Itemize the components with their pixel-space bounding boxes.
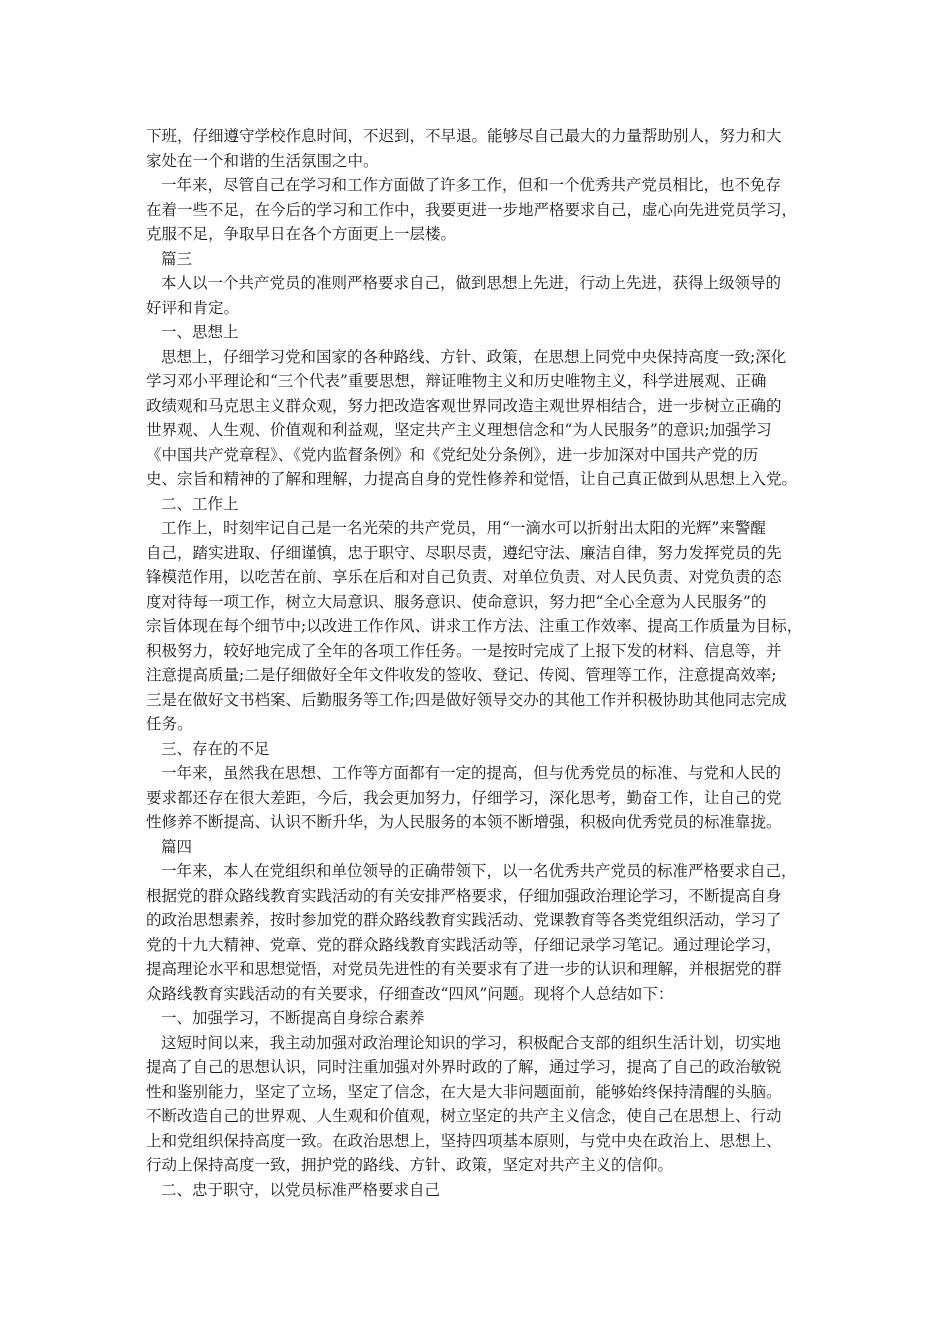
text-line: 提高了自己的思想认识，同时注重加强对外界时政的了解，通过学习，提高了自己的政治敏锐 xyxy=(146,1058,782,1076)
paragraph-start-line: 一年来，虽然我在思想、工作等方面都有一定的提高，但与优秀党员的标准、与党和人民的 xyxy=(161,764,782,782)
paragraph-start-line: 本人以一个共产党员的准则严格要求自己，做到思想上先进，行动上先进，获得上级领导的 xyxy=(161,274,782,292)
text-line: 锋模范作用，以吃苦在前、享乐在后和对自己负责、对单位负责、对人民负责、对党负责的态 xyxy=(146,568,782,586)
text-line: 不断改造自己的世界观、人生观和价值观，树立坚定的共产主义信念，使自己在思想上、行动 xyxy=(146,1107,782,1125)
text-line: 学习邓小平理论和“三个代表”重要思想，辩证唯物主义和历史唯物主义，科学进展观、正确 xyxy=(146,372,767,390)
paragraph-start-line: 一、思想上 xyxy=(161,323,239,341)
text-line: 自己，踏实进取、仔细谨慎，忠于职守、尽职尽责，遵纪守法、廉洁自律，努力发挥党员的先 xyxy=(146,543,782,562)
paragraph-start-line: 一、加强学习，不断提高自身综合素养 xyxy=(161,1009,425,1027)
document-page xyxy=(146,124,816,1202)
text-line: 上和党组织保持高度一致。在政治思想上，坚持四项基本原则，与党中央在政治上、思想上、 xyxy=(146,1131,782,1150)
text-line: 行动上保持高度一致，拥护党的路线、方针、政策，坚定对共产主义的信仰。 xyxy=(146,1156,674,1174)
paragraph-start-line: 篇四 xyxy=(161,837,193,856)
text-line: 《中国共产党章程》、《党内监督条例》和《党纪处分条例》，进一步加深对中国共产党的历 xyxy=(146,445,759,464)
text-line: 世界观、人生观、价值观和利益观，坚定共产主义理想信念和“为人民服务”的意识;加强学习 xyxy=(146,421,772,439)
paragraph-start-line: 一年来，尽管自己在学习和工作方面做了许多工作，但和一个优秀共产党员相比，也不免存 xyxy=(161,176,782,194)
paragraph-start-line: 这短时间以来，我主动加强对政治理论知识的学习，积极配合支部的组织生活计划，切实地 xyxy=(161,1033,782,1052)
text-line: 政绩观和马克思主义群众观，努力把改造客观世界同改造主观世界相结合，进一步树立正确的 xyxy=(146,396,782,415)
text-line: 三是在做好文书档案、后勤服务等工作;四是做好领导交办的其他工作并积极协助其他同志完成 xyxy=(146,690,787,709)
text-line: 史、宗旨和精神的了解和理解，力提高自身的党性修养和觉悟，让自己真正做到从思想上入党。 xyxy=(146,470,798,488)
paragraph-start-line: 篇三 xyxy=(161,249,193,268)
text-line: 下班，仔细遵守学校作息时间，不迟到，不早退。能够尽自己最大的力量帮助别人，努力和大 xyxy=(146,127,782,145)
text-line: 好评和肯定。 xyxy=(146,298,240,317)
text-line: 性和鉴别能力，坚定了立场，坚定了信念，在大是大非问题面前，能够始终保持清醒的头脑。 xyxy=(146,1082,782,1101)
text-line: 宗旨体现在每个细节中;以改进工作作风、讲求工作方法、注重工作效率、提高工作质量为目标， xyxy=(146,617,803,635)
paragraph-start-line: 二、忠于职守，以党员标准严格要求自己 xyxy=(161,1180,441,1199)
text-line: 提高理论水平和思想觉悟，对党员先进性的有关要求有了进一步的认识和理解，并根据党的群 xyxy=(146,960,782,978)
paragraph-start-line: 思想上，仔细学习党和国家的各种路线、方针、政策，在思想上同党中央保持高度一致;深化 xyxy=(161,347,787,366)
text-line: 要求都还存在很大差距，今后，我会更加努力，仔细学习，深化思考，勤奋工作，让自己的党 xyxy=(146,788,782,807)
text-line: 注意提高质量;二是仔细做好全年文件收发的签收、登记、传阅、管理等工作，注意提高效率; xyxy=(146,666,777,684)
text-line: 党的十九大精神、党章、党的群众路线教育实践活动等，仔细记录学习笔记。通过理论学习， xyxy=(146,935,782,954)
text-line: 性修养不断提高、认识不断升华，为人民服务的本领不断增强，积极向优秀党员的标准靠拢。 xyxy=(146,813,782,831)
paragraph-start-line: 一年来，本人在党组织和单位领导的正确带领下，以一名优秀共产党员的标准严格要求自己， xyxy=(161,862,797,880)
text-line: 在着一些不足，在今后的学习和工作中，我要更进一步地严格要求自己，虚心向先进党员学习， xyxy=(146,200,798,219)
text-line: 根据党的群众路线教育实践活动的有关安排严格要求，仔细加强政治理论学习，不断提高自身 xyxy=(146,886,782,905)
paragraph-start-line: 三、存在的不足 xyxy=(161,739,270,758)
paragraph-start-line: 工作上，时刻牢记自己是一名光荣的共产党员，用“一滴水可以折射出太阳的光辉”来警醒 xyxy=(161,519,766,537)
text-line: 的政治思想素养，按时参加党的群众路线教育实践活动、党课教育等各类党组织活动，学习了 xyxy=(146,911,782,929)
text-line: 度对待每一项工作，树立大局意识、服务意识、使命意识，努力把“全心全意为人民服务”的 xyxy=(146,592,767,611)
text-line: 众路线教育实践活动的有关要求，仔细查改“四风”问题。现将个人总结如下： xyxy=(146,984,674,1003)
text-line: 任务。 xyxy=(146,715,193,733)
paragraph-start-line: 二、工作上 xyxy=(161,494,239,513)
text-line: 积极努力，较好地完成了全年的各项工作任务。一是按时完成了上报下发的材料、信息等，并 xyxy=(146,641,782,660)
text-line: 克服不足，争取早日在各个方面更上一层楼。 xyxy=(146,225,457,243)
text-line: 家处在一个和谐的生活氛围之中。 xyxy=(146,151,379,170)
